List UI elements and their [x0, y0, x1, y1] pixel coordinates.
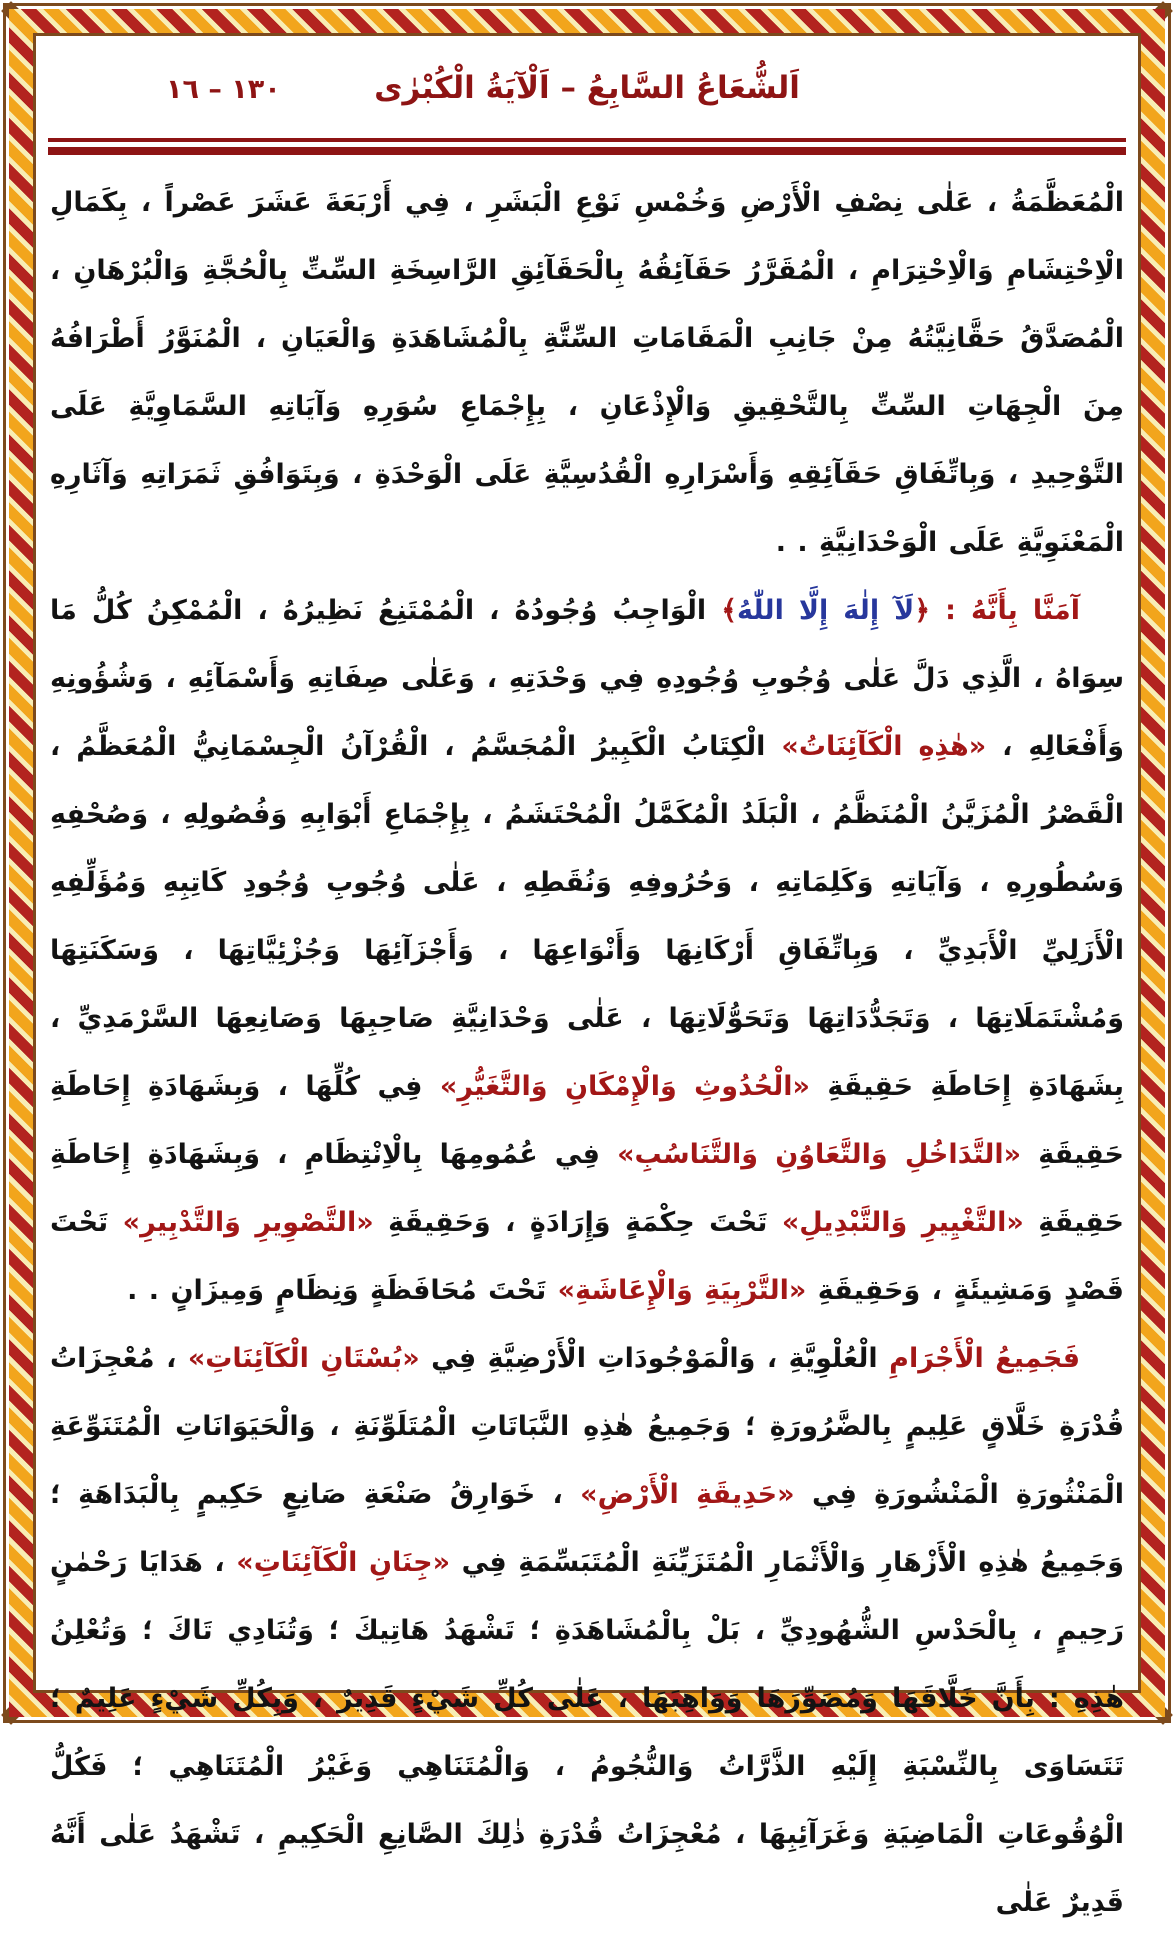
- text-segment-red: «التَّغْيِيرِ وَالتَّبْدِيلِ»: [781, 1207, 1024, 1238]
- text-segment-black: الْكِتَابُ الْكَبِيرُ الْمُجَسَّمُ ، الْقُرْآنُ الْجِسْمَانِيُّ الْمُعَظَّمُ ، الْقَصْرُ الْمُزَيَّنُ الْمُنَظَّمُ ، الْبَلَدُ الْمُكَمَّلُ الْمُحْتَشَمُ ، بِإِجْمَاعِ أَبْوَابِهِ وَفُصُولِهِ ، وَصُحْفِهِ وَسُطُورِهِ ، وَآيَاتِهِ وَكَلِمَاتِهِ ، وَحُرُوفِهِ وَنُقَطِهِ ، عَلٰى وُجُوبِ وُجُودِ كَاتِبِهِ وَمُؤَلِّفِهِ الْأَزَلِيِّ الْأَبَدِيِّ ، وَبِاتِّفَاقِ أَرْكَانِهَا وَأَنْوَاعِهَا ، وَأَجْزَآئِهَا وَجُزْئِيَّاتِهَا ، وَسَكَنَتِهَا وَمُشْتَمَلَاتِهَا ، وَتَجَدُّدَاتِهَا وَتَحَوُّلَاتِهَا ، عَلٰى وَحْدَانِيَّةِ صَاحِبِهَا وَصَانِعِهَا السَّرْمَدِيِّ ، بِشَهَادَةِ إِحَاطَةِ حَقِيقَةِ: [50, 731, 1125, 1102]
- text-segment-black: الْوَاجِبُ وُجُودُهُ ، الْمُمْتَنِعُ نَظِيرُهُ ، الْمُمْكِنُ كُلُّ مَا سِوَاهُ ، الَّذِي دَلَّ عَلٰى وُجُوبِ وُجُودِهِ فِي وَحْدَتِهِ ، وَعَلٰى صِفَاتِهِ وَأَسْمَآئِهِ ، وَشُؤُونِهِ وَأَفْعَالِهِ ،: [50, 595, 1124, 762]
- page-title: اَلشُّعَاعُ السَّابِعُ – اَلْآيَةُ الْكُبْرٰى: [374, 70, 800, 106]
- text-segment-red: «التَّدَاخُلِ وَالتَّعَاوُنِ وَالتَّنَاسُبِ»: [617, 1139, 1022, 1170]
- text-segment-red: «جِنَانِ الْكَآئِنَاتِ»: [236, 1547, 451, 1578]
- text-segment-red: «هٰذِهِ الْكَآئِنَاتُ»: [781, 731, 987, 762]
- text-body: [46, 155, 1128, 1937]
- paragraph: [50, 169, 1124, 577]
- text-segment-black: تَحْتَ قَصْدٍ وَمَشِيئَةٍ ، وَحَقِيقَةِ: [50, 1207, 1124, 1306]
- text-segment-black: فِي كُلِّهَا ، وَبِشَهَادَةِ إِحَاطَةِ حَقِيقَةِ: [50, 1071, 1124, 1170]
- text-segment-black: تَحْتَ مُحَافَظَةٍ وَنِظَامٍ وَمِيزَانٍ . .: [127, 1275, 558, 1306]
- text-segment-black: تَحْتَ حِكْمَةٍ وَإِرَادَةٍ ، وَحَقِيقَةِ: [373, 1207, 782, 1238]
- header-rule-thick: [48, 147, 1126, 155]
- text-segment-red: «حَدِيقَةِ الْأَرْضِ»: [580, 1479, 795, 1510]
- text-segment-red: «التَّصْوِيرِ وَالتَّدْبِيرِ»: [122, 1207, 374, 1238]
- page-header: [46, 42, 1128, 138]
- text-segment-blue: لَآ إِلٰهَ إِلَّا اللّٰهُ: [737, 595, 915, 626]
- text-segment-red: «التَّرْبِيَةِ وَالْإِعَاشَةِ»: [557, 1275, 807, 1306]
- text-segment-black: ، مُعْجِزَاتُ قُدْرَةِ خَلَّاقٍ عَلِيمٍ بِالضَّرُورَةِ ؛ وَجَمِيعُ هٰذِهِ النَّبَاتَاتِ الْمُتَلَوِّنَةِ ، وَالْحَيَوَانَاتِ الْمُتَنَوِّعَةِ الْمَنْثُورَةِ الْمَنْشُورَةِ فِي: [50, 1343, 1124, 1510]
- text-segment-black: ، هَدَايَا رَحْمٰنٍ رَحِيمٍ ، بِالْحَدْسِ الشُّهُودِيِّ ، بَلْ بِالْمُشَاهَدَةِ ؛ تَشْهَدُ هَاتِيكَ ؛ وَتُنَادِي تَاكَ ؛ وَتُعْلِنُ هٰذِهِ : بِأَنَّ خَلَّاقَهَا وَمُصَوِّرَهَا وَوَاهِبَهَا ، عَلٰى كُلِّ شَيْءٍ قَدِيرٌ ، وَبِكُلِّ شَيْءٍ عَلِيمٌ ؛ تَتَسَاوَى بِالنِّسْبَةِ إِلَيْهِ الذَّرَّاتُ وَالنُّجُومُ ، وَالْمُتَنَاهِي وَغَيْرُ الْمُتَنَاهِي ؛ فَكُلُّ الْوُقُوعَاتِ الْمَاضِيَةِ وَغَرَآئِبِهَا ، مُعْجِزَاتُ قُدْرَةِ ذٰلِكَ الصَّانِعِ الْحَكِيمِ ، تَشْهَدُ عَلٰى أَنَّهُ قَدِيرٌ عَلٰى: [50, 1547, 1124, 1918]
- text-segment-red: «بُسْتَانِ الْكَآئِنَاتِ»: [187, 1343, 420, 1374]
- paragraph: [50, 577, 1124, 1325]
- text-segment-black: الْمُعَظَّمَةُ ، عَلٰى نِصْفِ الْأَرْضِ وَخُمْسِ نَوْعِ الْبَشَرِ ، فِي أَرْبَعَةَ عَشَرَ عَصْراً ، بِكَمَالِ الْاِحْتِشَامِ وَالْاِحْتِرَامِ ، الْمُقَرَّرُ حَقَآئِقُهُ بِالْحَقَآئِقِ الرَّاسِخَةِ السِّتِّ بِالْحُجَّةِ وَالْبُرْهَانِ ، الْمُصَدَّقُ حَقَّانِيَّتُهُ مِنْ جَانِبِ الْمَقَامَاتِ السِّتَّةِ بِالْمُشَاهَدَةِ وَالْعَيَانِ ، الْمُنَوَّرُ أَطْرَافُهُ مِنَ الْجِهَاتِ السِّتِّ بِالتَّحْقِيقِ وَالْإِذْعَانِ ، بِإِجْمَاعِ سُوَرِهِ وَآيَاتِهِ السَّمَاوِيَّةِ عَلَى التَّوْحِيدِ ، وَبِاتِّفَاقِ حَقَآئِقِهِ وَأَسْرَارِهِ الْقُدُسِيَّةِ عَلَى الْوَحْدَةِ ، وَبِتَوَافُقِ ثَمَرَاتِهِ وَآثَارِهِ الْمَعْنَوِيَّةِ عَلَى الْوَحْدَانِيَّةِ . .: [50, 187, 1124, 558]
- text-segment-red: آمَنَّا بِأَنَّهُ :: [930, 595, 1080, 626]
- text-segment-red: «الْحُدُوثِ وَالْإِمْكَانِ وَالتَّغَيُّرِ»: [439, 1071, 810, 1102]
- text-segment-red: فَجَمِيعُ الْأَجْرَامِ: [889, 1343, 1081, 1374]
- header-rule-thin: [48, 138, 1126, 142]
- text-segment-black: فِي عُمُومِهَا بِالْاِنْتِظَامِ ، وَبِشَهَادَةِ إِحَاطَةِ حَقِيقَةِ: [50, 1139, 1124, 1238]
- text-segment-red: ﴿: [914, 595, 931, 626]
- text-segment-black: ، خَوَارِقُ صَنْعَةِ صَانِعٍ حَكِيمٍ بِالْبَدَاهَةِ ؛ وَجَمِيعُ هٰذِهِ الْأَزْهَارِ وَالْأَثْمَارِ الْمُتَزَيِّنَةِ الْمُتَبَسِّمَةِ فِي: [50, 1479, 1124, 1578]
- page-number: ١٣٠ – ١٦: [166, 74, 281, 105]
- page-content: [33, 33, 1141, 1918]
- paragraph: [50, 1325, 1124, 1937]
- text-segment-black: الْعُلْوِيَّةِ ، وَالْمَوْجُودَاتِ الْأَرْضِيَّةِ فِي: [419, 1343, 890, 1374]
- text-segment-red: ﴾: [721, 595, 738, 626]
